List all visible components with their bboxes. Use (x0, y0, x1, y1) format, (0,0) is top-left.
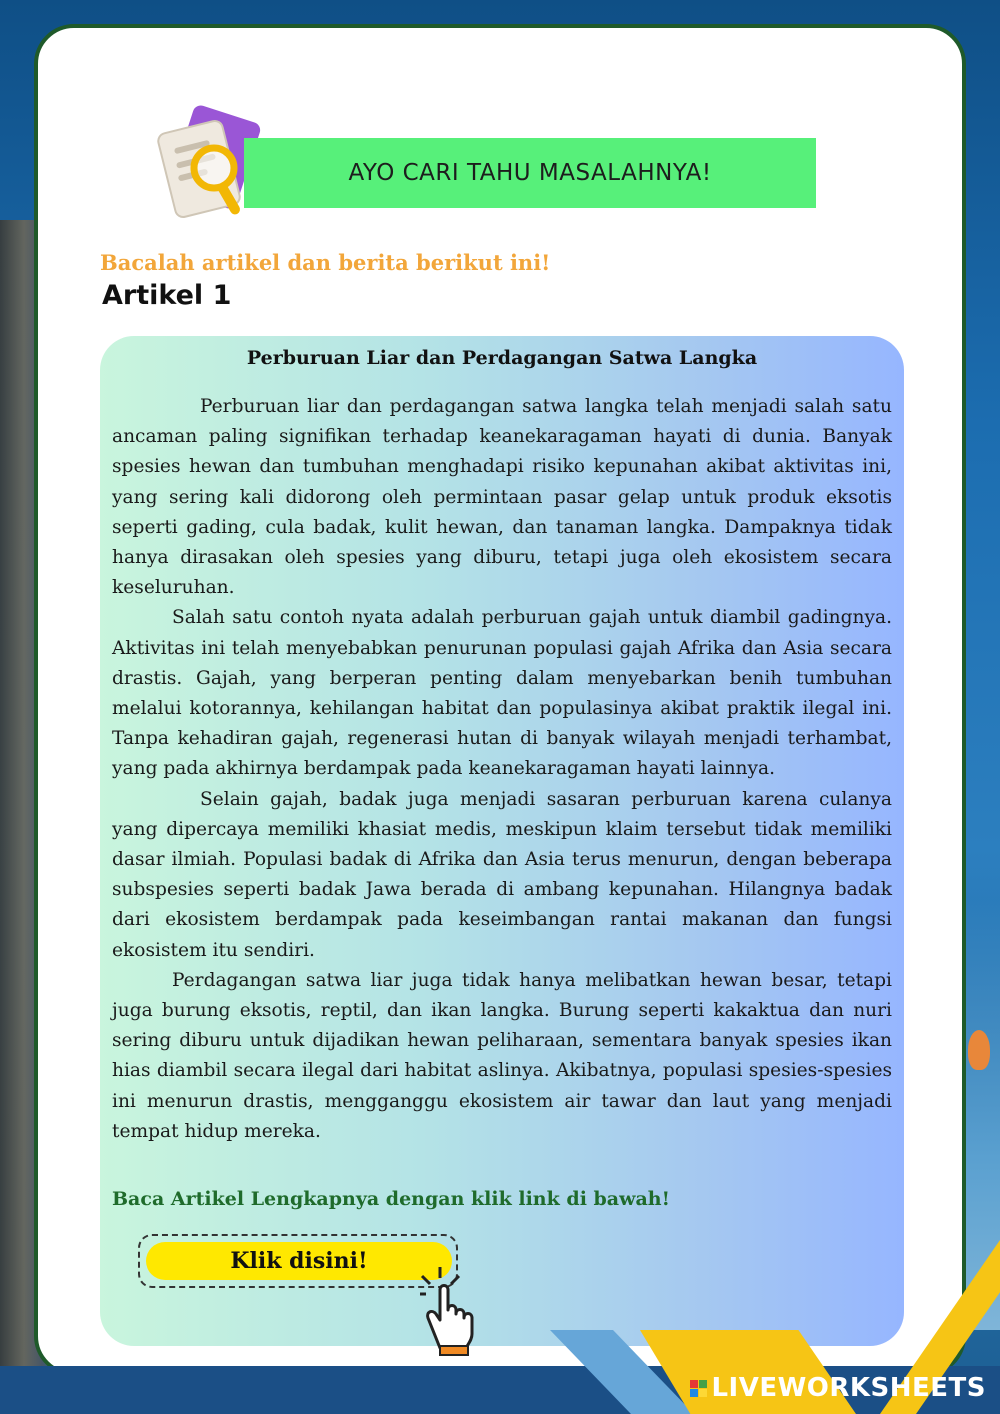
article-paragraph: Perdagangan satwa liar juga tidak hanya melibatkan hewan besar, tetapi juga burung eksotis, reptil, dan ikan langka. Burung seperti kakaktua dan nuri sering diburu untuk dijadikan hewan peliharaan, sementara banyak spesies ikan hias diambil secara ilegal dari habitat aslinya. Akibatnya, populasi spesies-spesies ini menurun drastis, mengganggu ekosistem air tawar dan laut yang menjadi tempat hidup mereka. (112, 969, 892, 1142)
pointer-hand-icon (420, 1264, 490, 1356)
article-paragraph: Perburuan liar dan perdagangan satwa langka telah menjadi salah satu ancaman paling signifikan terhadap keanekaragaman hayati di dunia. Banyak spesies hewan dan tumbuhan menghadapi risiko kepunahan akibat aktivitas ini, yang sering kali didorong oleh permintaan pasar gelap untuk produk eksotis seperti gading, cula badak, kulit hewan, dan tanaman langka. Dampaknya tidak hanya dirasakan oleh spesies yang diburu, tetapi juga oleh ekosistem secara keseluruhan. (112, 396, 892, 599)
background-fish (968, 1030, 990, 1070)
read-more-prompt: Baca Artikel Lengkapnya dengan klik link di bawah! (112, 1188, 670, 1210)
link-button-frame (138, 1234, 458, 1288)
instruction-text: Bacalah artikel dan berita berikut ini! (100, 250, 551, 275)
article-panel (100, 336, 904, 1346)
worksheet-card (34, 24, 966, 1376)
article-title: Perburuan Liar dan Perdagangan Satwa Langka (246, 347, 758, 369)
liveworksheets-brand-text: LIVEWORKSHEETS (711, 1373, 986, 1403)
article-paragraph: Selain gajah, badak juga menjadi sasaran perburuan karena culanya yang dipercaya memiliki khasiat medis, meskipun klaim tersebut tidak memiliki dasar ilmiah. Populasi badak di Afrika dan Asia terus menurun, dengan beberapa subspesies seperti badak Jawa berada di ambang kepunahan. Hilangnya badak dari ekosistem berdampak pada keseimbangan rantai makanan dan fungsi ekosistem itu sendiri. (112, 788, 892, 961)
click-here-button[interactable]: Klik disini! (146, 1242, 452, 1280)
liveworksheets-logo-icon (690, 1380, 707, 1397)
article-heading: Artikel 1 (102, 280, 232, 311)
liveworksheets-logo (690, 1373, 986, 1403)
section-banner: AYO CARI TAHU MASALAHNYA! (244, 138, 816, 208)
article-paragraph: Salah satu contoh nyata adalah perburuan gajah untuk diambil gadingnya. Aktivitas ini telah menyebabkan penurunan populasi gajah Afrika dan Asia secara drastis. Gajah, yang berperan penting dalam menyebarkan benih tumbuhan melalui kotorannya, kehilangan habitat dan populasinya akibat praktik ilegal ini. Tanpa kehadiran gajah, regenerasi hutan di banyak wilayah menjadi terhambat, yang pada akhirnya berdampak pada keanekaragaman hayati lainnya. (112, 607, 892, 780)
